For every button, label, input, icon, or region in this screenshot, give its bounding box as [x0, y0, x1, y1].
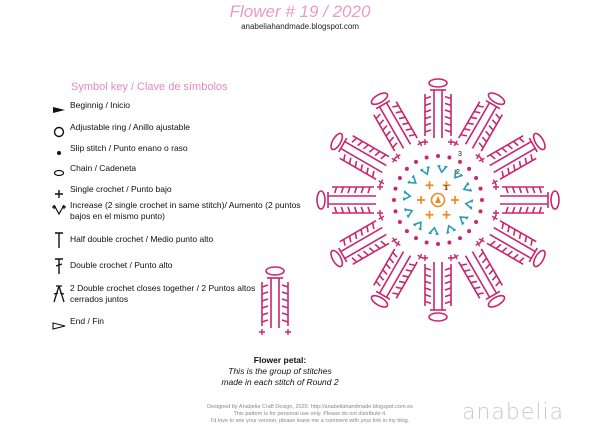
petal-sc — [493, 184, 499, 216]
petal-stem — [396, 102, 417, 138]
increase-mark — [444, 224, 456, 233]
petal-stitch — [361, 187, 363, 193]
round1-sc — [426, 181, 434, 189]
slip-stitch-dot — [474, 176, 478, 180]
petal-stitch — [445, 117, 451, 119]
petal-stitch — [282, 285, 288, 287]
petal-tip-chain — [266, 267, 284, 275]
petal-stem — [487, 136, 523, 157]
petal-stem — [500, 158, 536, 179]
petal-stitch — [262, 292, 268, 294]
petal-stitch — [425, 268, 431, 270]
key-label: Half double crochet / Medio punto alto — [70, 234, 214, 244]
petal-stitch — [425, 275, 431, 277]
petal-tip-chain — [487, 293, 507, 309]
slip-stitch-dot — [474, 220, 478, 224]
increase-mark — [465, 199, 472, 210]
petal — [493, 184, 559, 216]
petal-tip-chain — [531, 249, 547, 269]
petal-stem — [374, 115, 395, 151]
petal-stitch — [335, 207, 337, 213]
petal-stitch — [506, 187, 508, 193]
key-label: Adjustable ring / Anillo ajustable — [70, 122, 191, 132]
increase-mark — [405, 206, 414, 218]
key-label: Single crochet / Punto bajo — [70, 184, 172, 194]
petal-caption-line: This is the group of stitches — [228, 366, 332, 376]
petal-stitch — [425, 110, 431, 112]
round2-stitch — [404, 191, 411, 202]
key-label: End / Fin — [70, 316, 105, 326]
petal-stitch — [262, 299, 268, 301]
increase-mark — [413, 219, 425, 230]
petal-stitch — [368, 187, 370, 193]
increase-mark — [408, 175, 419, 187]
round-label: 2 — [456, 169, 460, 176]
round1-sc — [426, 211, 434, 219]
petal-caption — [190, 355, 370, 388]
petal-stitch — [513, 187, 515, 193]
petal-stitch — [445, 123, 451, 125]
round-label: 1 — [444, 185, 448, 192]
petal-stitch — [425, 123, 431, 125]
petal — [259, 267, 291, 335]
key-label: Double crochet / Punto alto — [70, 260, 173, 270]
slip-stitch-dot — [458, 160, 462, 164]
round2-stitch — [413, 219, 425, 230]
petal-stitch — [526, 207, 528, 213]
slip-stitch-dot — [479, 187, 483, 191]
slip-stitch-dot — [447, 241, 451, 245]
petal-tip-chain — [329, 249, 345, 269]
pattern-title: Flower # 19 / 2020 — [229, 2, 371, 21]
petal-stitch — [262, 320, 268, 322]
increase-mark — [404, 191, 411, 202]
petal-stitch — [282, 299, 288, 301]
slip-stitch-dot — [480, 198, 484, 202]
petal-stitch — [262, 306, 268, 308]
petal-stitch — [262, 285, 268, 287]
petal-tip-chain — [487, 91, 507, 107]
slip-stitch-dot — [467, 229, 471, 233]
petal-stitch — [533, 207, 535, 213]
round2-stitch — [420, 167, 432, 176]
petal-stitch — [513, 207, 515, 213]
slip-stitch-dot — [414, 236, 418, 240]
credits-line: Designed by Anabelia Craft Design, 2020. http://anabeliahandmade.blogspot.com.es — [207, 404, 413, 410]
petal-stitch — [355, 187, 357, 193]
slip-stitch-dot — [458, 236, 462, 240]
petal-stem — [340, 158, 376, 179]
slip-stitch-dot — [392, 198, 396, 202]
petal-stitch — [425, 295, 431, 297]
round2-stitch — [462, 182, 471, 194]
petal-sc — [422, 139, 454, 145]
slip-stitch-dot — [479, 209, 483, 213]
petal-stitch — [425, 103, 431, 105]
petal-stitch — [445, 97, 451, 99]
petal-stitch — [425, 117, 431, 119]
petal-stitch — [526, 187, 528, 193]
slip-stitch-dot — [393, 187, 397, 191]
round1-sc — [443, 211, 451, 219]
petal-stem — [481, 115, 502, 151]
petal-stitch — [519, 187, 521, 193]
petal-tip-chain — [551, 191, 559, 209]
petal-stem — [459, 262, 480, 298]
petal-stitch — [445, 295, 451, 297]
increase-mark — [462, 182, 471, 194]
petal-stem — [487, 243, 523, 264]
round1-sc — [417, 196, 425, 204]
petal-stitch — [355, 207, 357, 213]
petal-stem — [374, 249, 395, 285]
petal-sc — [422, 255, 454, 261]
symbol-key-title: Symbol key / Clave de símbolos — [71, 81, 228, 93]
round2-stitch — [437, 166, 448, 173]
petal-stitch — [361, 207, 363, 213]
slip-stitch-dot — [405, 167, 409, 171]
petal-stitch — [282, 313, 288, 315]
petal-stem — [396, 262, 417, 298]
petal-stitch — [341, 207, 343, 213]
petal-stitch — [445, 130, 451, 132]
round2-stitch — [465, 199, 472, 210]
round-label: 3 — [458, 151, 462, 158]
petal-stitch — [445, 288, 451, 290]
petal-stitch — [506, 207, 508, 213]
petal-caption-heading: Flower petal: — [253, 355, 307, 365]
petal-stitch — [539, 187, 541, 193]
petal — [422, 255, 454, 321]
petal-tip-chain — [329, 132, 345, 152]
petal-stem — [481, 249, 502, 285]
slip-stitch-dot — [393, 209, 397, 213]
petal-stem — [353, 136, 389, 157]
petal-tip-chain — [429, 79, 447, 87]
petal-tip-chain — [429, 313, 447, 321]
slip-stitch-dot — [467, 167, 471, 171]
petal-stitch — [445, 301, 451, 303]
key-label: Chain / Cadeneta — [70, 163, 137, 173]
increase-mark — [457, 213, 468, 225]
increase-mark — [429, 227, 440, 234]
petal-tip-chain — [370, 91, 390, 107]
petal-stitch — [519, 207, 521, 213]
round2-stitch — [457, 213, 468, 225]
increase-mark — [437, 166, 448, 173]
petal — [317, 184, 383, 216]
petal-tip-chain — [370, 293, 390, 309]
petal-stem — [353, 243, 389, 264]
blog-url: anabeliahandmade.blogspot.com — [241, 22, 359, 31]
petal-caption-line: made in each stitch of Round 2 — [221, 377, 339, 387]
petal-stitch — [425, 288, 431, 290]
petal-stitch — [282, 292, 288, 294]
brand-logo: anabelia — [462, 400, 565, 425]
petal-stitch — [445, 275, 451, 277]
round2-stitch — [408, 175, 419, 187]
key-label: Slip stitch / Punto enano o raso — [70, 143, 188, 153]
round1-sc — [451, 196, 459, 204]
key-label: Increase (2 single crochet in same stitch)/ Aumento (2 puntos bajos en el mismo punto) — [70, 200, 301, 221]
credits — [160, 404, 460, 425]
petal-stem — [459, 102, 480, 138]
petal-stitch — [282, 320, 288, 322]
credits-line: This pattern is for personal use only. Please do not distribute it. — [233, 411, 387, 417]
slip-stitch-dot — [436, 242, 440, 246]
petal-sc — [377, 184, 383, 216]
petal-stitch — [425, 301, 431, 303]
slip-stitch-dot — [405, 229, 409, 233]
petal-stem — [500, 221, 536, 242]
key-label: Beginnig / Inicio — [70, 100, 131, 110]
petal-stitch — [368, 207, 370, 213]
key-label: 2 Double crochet closes together / 2 Puntos altos cerrados juntos — [70, 283, 256, 304]
petal-stitch — [282, 306, 288, 308]
petal-tip-chain — [531, 132, 547, 152]
petal-stitch — [445, 110, 451, 112]
petal-stitch — [348, 187, 350, 193]
slip-stitch-dot — [414, 160, 418, 164]
petal-stitch — [425, 130, 431, 132]
petal-stitch — [348, 207, 350, 213]
petal-stitch — [533, 187, 535, 193]
slip-stitch-dot — [425, 155, 429, 159]
petal-stitch — [445, 281, 451, 283]
slip-stitch-dot — [398, 220, 402, 224]
petal-stitch — [262, 313, 268, 315]
petal-stitch — [445, 268, 451, 270]
petal-tip-chain — [317, 191, 325, 209]
petal-stitch — [445, 103, 451, 105]
petal-stitch — [425, 97, 431, 99]
petal-stem — [340, 221, 376, 242]
slip-stitch-dot — [447, 155, 451, 159]
increase-mark — [420, 167, 432, 176]
petal-stitch — [341, 187, 343, 193]
petal — [422, 79, 454, 145]
slip-stitch-dot — [425, 241, 429, 245]
start-marker — [435, 196, 441, 203]
slip-stitch-dot — [398, 176, 402, 180]
round2-stitch — [429, 227, 440, 234]
credits-line: I'd love to see your version, please leave me a comment with your link in my blog. — [210, 418, 410, 424]
petal-stitch — [335, 187, 337, 193]
round2-stitch — [405, 206, 414, 218]
petal-stitch — [425, 281, 431, 283]
slip-stitch-dot — [436, 154, 440, 158]
petal-stitch — [539, 207, 541, 213]
petal-sc — [259, 329, 291, 335]
round2-stitch — [444, 224, 456, 233]
